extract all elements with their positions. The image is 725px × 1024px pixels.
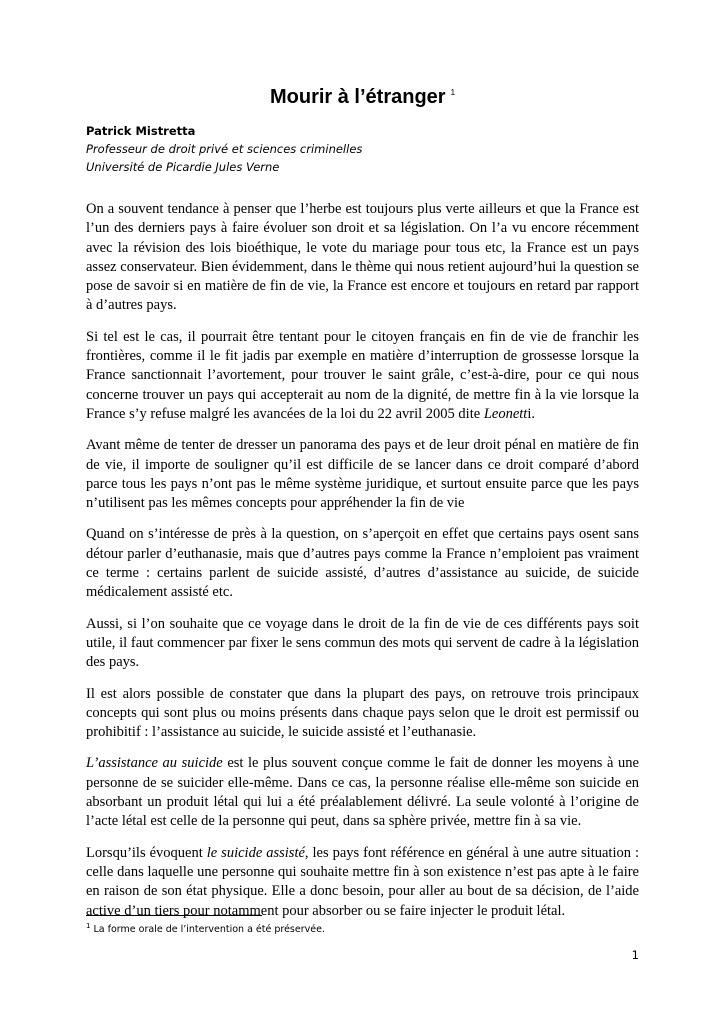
title-text: Mourir à l’étranger <box>269 86 446 108</box>
title-footnote-ref: 1 <box>450 88 456 98</box>
document-title <box>86 86 639 109</box>
paragraph-1: On a souvent tendance à penser que l’herbe est toujours plus verte ailleurs et que la France est l’un des derniers pays à faire évoluer son droit et sa législation. On l’a vu encore récemment avec la révision des lois bioéthique, le vote du mariage pour tous etc, la France est un pays assez conservateur. Bien évidemment, dans le thème qui nous retient aujourd’hui la question se pose de savoir si en matière de fin de vie, la France est encore et toujours en retard par rapport à d’autres pays. <box>86 201 639 314</box>
paragraph-7 <box>86 754 639 831</box>
paragraph-8-rest: , les pays font référence en général à une autre situation : celle dans laquelle une personne qui souhaite mettre fin à son existence n’est pas apte à le faire en raison de son état physique. Elle a donc besoin, pour aller au bout de sa décision, de l’aide active d’un tiers pour notamment pour absorber ou se faire injecter le produit létal. <box>86 844 639 919</box>
paragraph-4: Quand on s’intéresse de près à la question, on s’aperçoit en effet que certains pays osent sans détour parler d’euthanasie, mais que d’autres pays comme la France n’emploient pas vraiment ce terme : certains parlent de suicide assisté, d’autres d’assistance au suicide, de suicide médicalement assisté etc. <box>86 526 639 601</box>
author-name: Patrick Mistretta <box>86 124 196 138</box>
paragraph-8 <box>86 844 639 921</box>
author-block <box>86 122 362 176</box>
body-text <box>86 200 639 936</box>
paragraph-2-main: Si tel est le cas, il pourrait être tentant pour le citoyen français en fin de vie de franchir les frontières, comme il le fit jadis par exemple en matière d’interruption de grossesse lorsque la France sanctionnait l’avortement, pour trouver le saint grâle, c’est-à-dire, pour ce qui nous concerne trouver un pays qui accepterait au nom de la dignité, de mettre fin à la vie lorsque la France s’y refuse malgré les avancées de la loi du 22 avril 2005 dite <box>86 328 639 422</box>
paragraph-5: Aussi, si l’on souhaite que ce voyage dans le droit de la fin de vie de ces différents pays soit utile, il faut commencer par fixer le sens commun des mots qui servent de cadre à la législation des pays. <box>86 615 639 671</box>
page-number: 1 <box>631 948 639 962</box>
paragraph-2 <box>86 328 639 424</box>
footnote-text: La forme orale de l’intervention a été préservée. <box>93 924 325 936</box>
paragraph-8-start: Lorsqu’ils évoquent <box>86 844 207 861</box>
footnote-ref: 1 <box>86 922 91 930</box>
paragraph-7-rest: est le plus souvent conçue comme le fait de donner les moyens à une personne de se suicider elle-même. Dans ce cas, la personne réalise elle-même son suicide en absorbant un produit létal qui lui a été préalablement délivré. La seule volonté à l’origine de l’acte létal est celle de la personne qui peut, dans sa sphère privée, mettre fin à sa vie. <box>86 755 639 830</box>
paragraph-2-italic: Leonett <box>483 405 528 422</box>
author-university: Université de Picardie Jules Verne <box>86 160 280 174</box>
footnote <box>86 922 325 935</box>
footnote-separator <box>86 915 262 916</box>
paragraph-7-italic: L’assistance au suicide <box>86 755 223 772</box>
paragraph-8-italic: le suicide assisté <box>206 844 305 861</box>
paragraph-2-end: i. <box>527 405 535 422</box>
author-position: Professeur de droit privé et sciences criminelles <box>86 142 363 156</box>
paragraph-3: Avant même de tenter de dresser un panorama des pays et de leur droit pénal en matière de fin de vie, il importe de souligner qu’il est difficile de se lancer dans ce droit comparé d’abord parce tous les pays n’ont pas le même système juridique, et surtout ensuite parce que les pays n’utilisent pas les mêmes concepts pour appréhender la fin de vie <box>86 437 639 512</box>
paragraph-6: Il est alors possible de constater que dans la plupart des pays, on retrouve trois principaux concepts qui sont plus ou moins présents dans chaque pays selon que le droit est permissif ou prohibitif : l’assistance au suicide, le suicide assisté et l’euthanasie. <box>86 685 639 741</box>
